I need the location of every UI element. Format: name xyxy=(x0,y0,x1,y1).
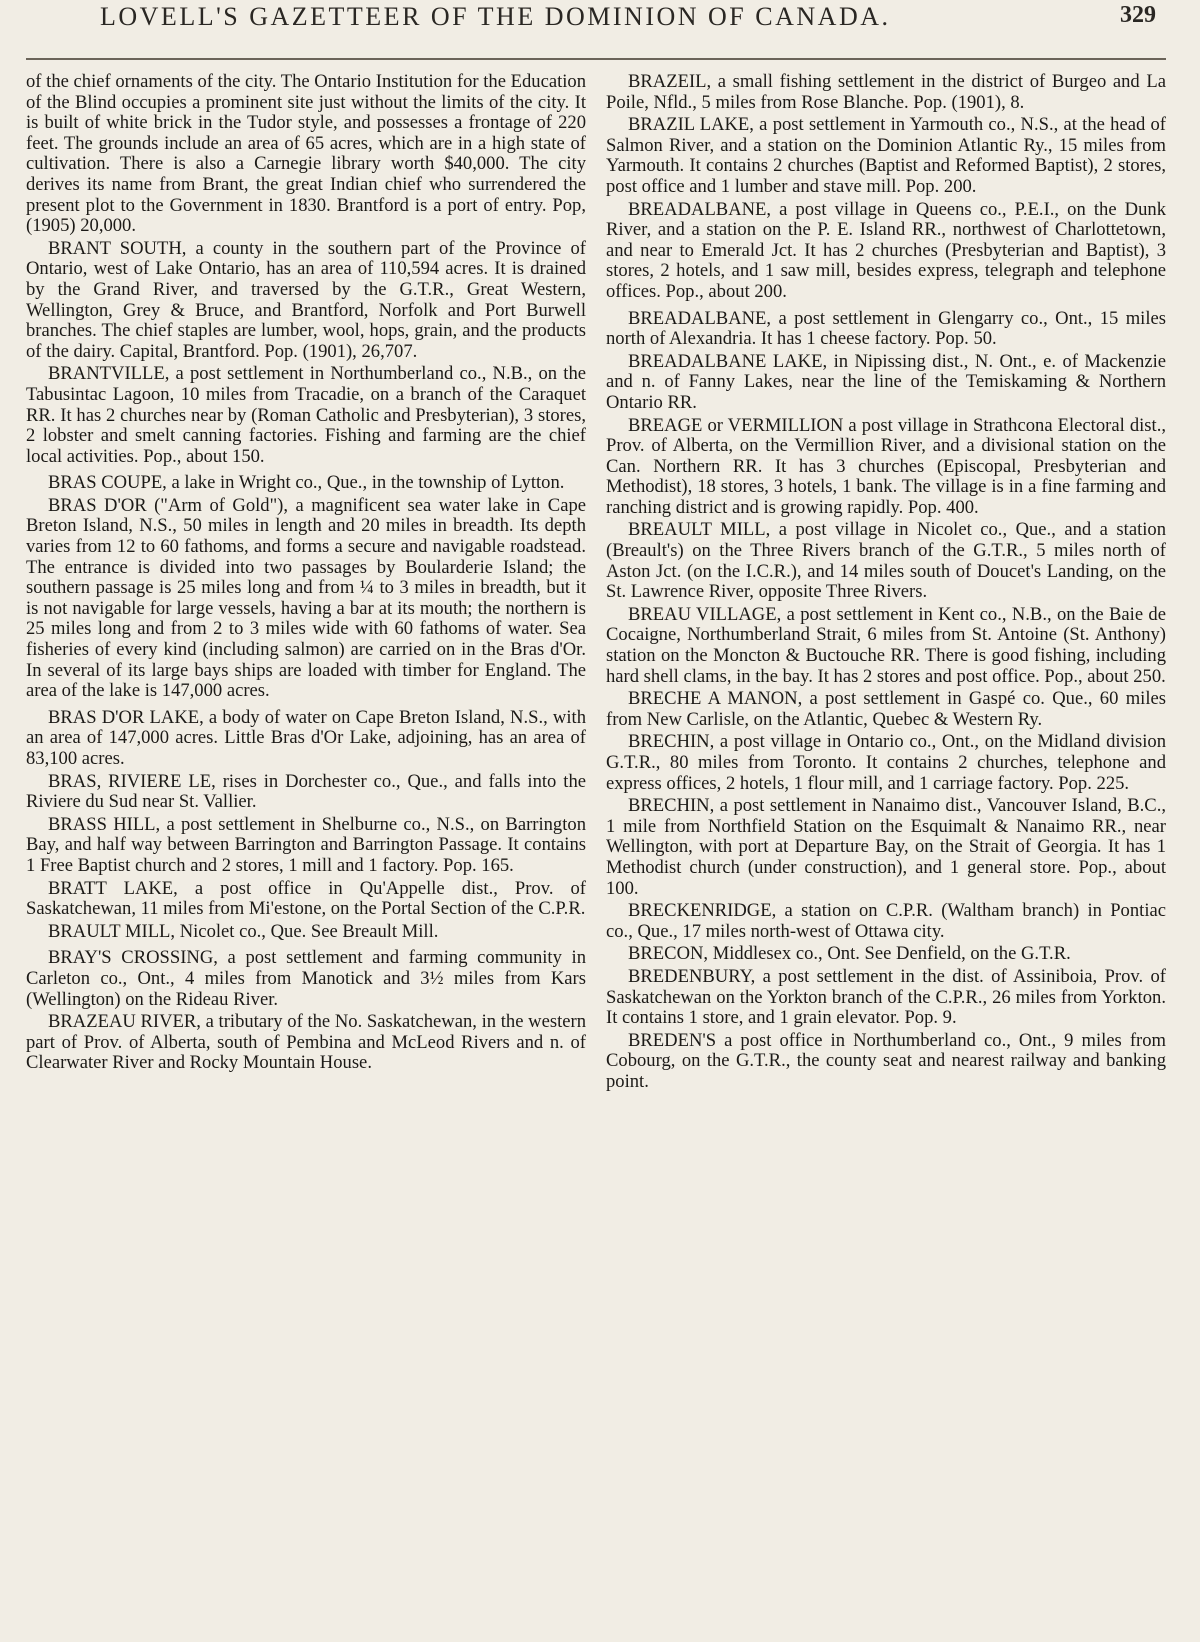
gazetteer-entry: BRECKENRIDGE, a station on C.P.R. (Waltham branch) in Pontiac co., Que., 17 miles north-west of Ottawa city. xyxy=(606,900,1166,942)
text-columns xyxy=(26,72,1166,1095)
gazetteer-entry: BRAULT MILL, Nicolet co., Que. See Breault Mill. xyxy=(48,920,439,942)
gazetteer-entry: BRAS D'OR ("Arm of Gold"), a magnificent sea water lake in Cape Breton Island, N.S., 50 miles in length and 20 miles in breadth. Its depth varies from 12 to 60 fathoms, and forms a secure and navigable roadstead. The entrance is divided into two passages by Boularderie Island; the southern passage is 25 miles long and from ¼ to 3 miles in breadth, but it is not navigable for large vessels, having a bar at its mouth; the northern is 25 miles long and from 2 to 3 miles wide with 60 fathoms of water. Sea fisheries of every kind (including salmon) are carried on in the Bras d'Or. In several of its large bays ships are loaded with timber for England. The area of the lake is 147,000 acres. xyxy=(26,494,586,702)
gazetteer-entry: BRAZEAU RIVER, a tributary of the No. Saskatchewan, in the western part of Prov. of Alberta, south of Pembina and McLeod Rivers and n. of Clearwater River and Rocky Mountain House. xyxy=(26,1011,586,1074)
gazetteer-entry: BRAS D'OR LAKE, a body of water on Cape Breton Island, N.S., with an area of 147,000 acres. Little Bras d'Or Lake, adjoining, has an area of 83,100 acres. xyxy=(26,706,586,769)
gazetteer-entry: BRECHIN, a post settlement in Nanaimo dist., Vancouver Island, B.C., 1 mile from Northfield Station on the Esquimalt & Nanaimo RR., near Wellington, with port at Departure Bay, on the Strait of Georgia. It has 1 Methodist church (under construction), and 1 general store. Pop., about 100. xyxy=(606,795,1166,899)
left-column xyxy=(26,72,586,1095)
gazetteer-entry: BRATT LAKE, a post office in Qu'Appelle dist., Prov. of Saskatchewan, 11 miles from Mi'estone, on the Portal Section of the C.P.R. xyxy=(26,877,586,920)
gazetteer-entry: BREAU VILLAGE, a post settlement in Kent co., N.B., on the Baie de Cocaigne, Northumberland Strait, 6 miles from St. Antoine (St. Anthony) station on the Moncton & Buctouche RR. There is good fishing, including hard shell clams, in the bay. It has 2 stores and post office. Pop., about 250. xyxy=(606,603,1166,687)
gazetteer-entry: BRAS, RIVIERE LE, rises in Dorchester co., Que., and falls into the Riviere du Sud near St. Vallier. xyxy=(26,770,586,813)
gazetteer-entry: BRECHE A MANON, a post settlement in Gaspé co. Que., 60 miles from New Carlisle, on the Atlantic, Quebec & Western Ry. xyxy=(606,688,1166,730)
page-header xyxy=(26,0,1166,60)
running-head: LOVELL'S GAZETTEER OF THE DOMINION OF CANADA. xyxy=(100,2,891,31)
gazetteer-entry: BRECHIN, a post village in Ontario co., Ont., on the Midland division G.T.R., 80 miles from Toronto. It contains 2 churches, telephone and express offices, 2 hotels, 1 flour mill, and 1 carriage factory. Pop. 225. xyxy=(606,731,1166,794)
gazetteer-entry: BREADALBANE, a post village in Queens co., P.E.I., on the Dunk River, and a station on the P. E. Island RR., northwest of Charlottetown, and near to Emerald Jct. It has 2 churches (Presbyterian and Baptist), 3 stores, 2 hotels, and 1 saw mill, besides express, telegraph and telephone offices. Pop., about 200. xyxy=(606,198,1166,302)
gazetteer-entry: BRAZEIL, a small fishing settlement in the district of Burgeo and La Poile, Nfld., 5 miles from Rose Blanche. Pop. (1901), 8. xyxy=(606,71,1166,113)
gazetteer-entry: BRAS COUPE, a lake in Wright co., Que., in the township of Lytton. xyxy=(48,472,565,494)
gazetteer-entry: of the chief ornaments of the city. The Ontario Institution for the Education of the Blind occupies a prominent site just without the limits of the city. It is built of white brick in the Tudor style, and possesses a frontage of 220 feet. The grounds include an area of 65 acres, which are in a high state of cultivation. There is also a Carnegie library worth $40,000. The city derives its name from Brant, the great Indian chief who surrendered the present plot to the Government in 1830. Brantford is a port of entry. Pop, (1905) 20,000. xyxy=(26,71,586,237)
page-number: 329 xyxy=(1120,2,1156,28)
gazetteer-entry: BREDENBURY, a post settlement in the dist. of Assiniboia, Prov. of Saskatchewan on the Yorkton branch of the C.P.R., 26 miles from Yorkton. It contains 1 store, and 1 grain elevator. Pop. 9. xyxy=(606,965,1166,1029)
gazetteer-entry: BRAY'S CROSSING, a post settlement and farming community in Carleton co., Ont., 4 miles from Manotick and 3½ miles from Kars (Wellington) on the Rideau River. xyxy=(26,947,586,1010)
gazetteer-entry: BREDEN'S a post office in Northumberland co., Ont., 9 miles from Cobourg, on the G.T.R., the county seat and nearest railway and banking point. xyxy=(606,1029,1166,1092)
gazetteer-entry: BREADALBANE, a post settlement in Glengarry co., Ont., 15 miles north of Alexandria. It has 1 cheese factory. Pop. 50. xyxy=(606,307,1166,350)
gazetteer-entry: BREADALBANE LAKE, in Nipissing dist., N. Ont., e. of Mackenzie and n. of Fanny Lakes, near the line of the Temiskaming & Northern Ontario RR. xyxy=(606,350,1166,413)
gazetteer-entry: BREAULT MILL, a post village in Nicolet co., Que., and a station (Breault's) on the Three Rivers branch of the G.T.R., 5 miles north of Aston Jct. (on the I.C.R.), and 14 miles south of Doucet's Landing, on the St. Lawrence River, opposite Three Rivers. xyxy=(606,519,1166,603)
gazetteer-entry: BRECON, Middlesex co., Ont. See Denfield, on the G.T.R. xyxy=(628,943,1071,965)
gazetteer-entry: BRASS HILL, a post settlement in Shelburne co., N.S., on Barrington Bay, and half way between Barrington and Barrington Passage. It contains 1 Free Baptist church and 2 stores, 1 mill and 1 factory. Pop. 165. xyxy=(26,813,586,876)
gazetteer-entry: BRAZIL LAKE, a post settlement in Yarmouth co., N.S., at the head of Salmon River, and a station on the Dominion Atlantic Ry., 15 miles from Yarmouth. It contains 2 churches (Baptist and Reformed Baptist), 2 stores, post office and 1 lumber and stave mill. Pop. 200. xyxy=(606,114,1166,197)
gazetteer-entry: BREAGE or VERMILLION a post village in Strathcona Electoral dist., Prov. of Alberta, on the Vermillion River, and a divisional station on the Can. Northern RR. It has 3 churches (Episcopal, Presbyterian and Methodist), 18 stores, 3 hotels, 1 bank. The village is in a fine farming and ranching district and is growing rapidly. Pop. 400. xyxy=(606,414,1166,518)
gazetteer-entry: BRANT SOUTH, a county in the southern part of the Province of Ontario, west of Lake Ontario, has an area of 110,594 acres. It is drained by the Grand River, and traversed by the G.T.R., Great Western, Wellington, Grey & Bruce, and Brantford, Norfolk and Port Burwell branches. The chief staples are lumber, wool, hops, grain, and the products of the dairy. Capital, Brantford. Pop. (1901), 26,707. xyxy=(26,237,586,362)
gazetteer-entry: BRANTVILLE, a post settlement in Northumberland co., N.B., on the Tabusintac Lagoon, 10 miles from Tracadie, on a branch of the Caraquet RR. It has 2 churches near by (Roman Catholic and Presbyterian), 3 stores, 2 lobster and smelt canning factories. Fishing and farming are the chief local activities. Pop., about 150. xyxy=(26,363,586,467)
right-column xyxy=(606,72,1166,1095)
